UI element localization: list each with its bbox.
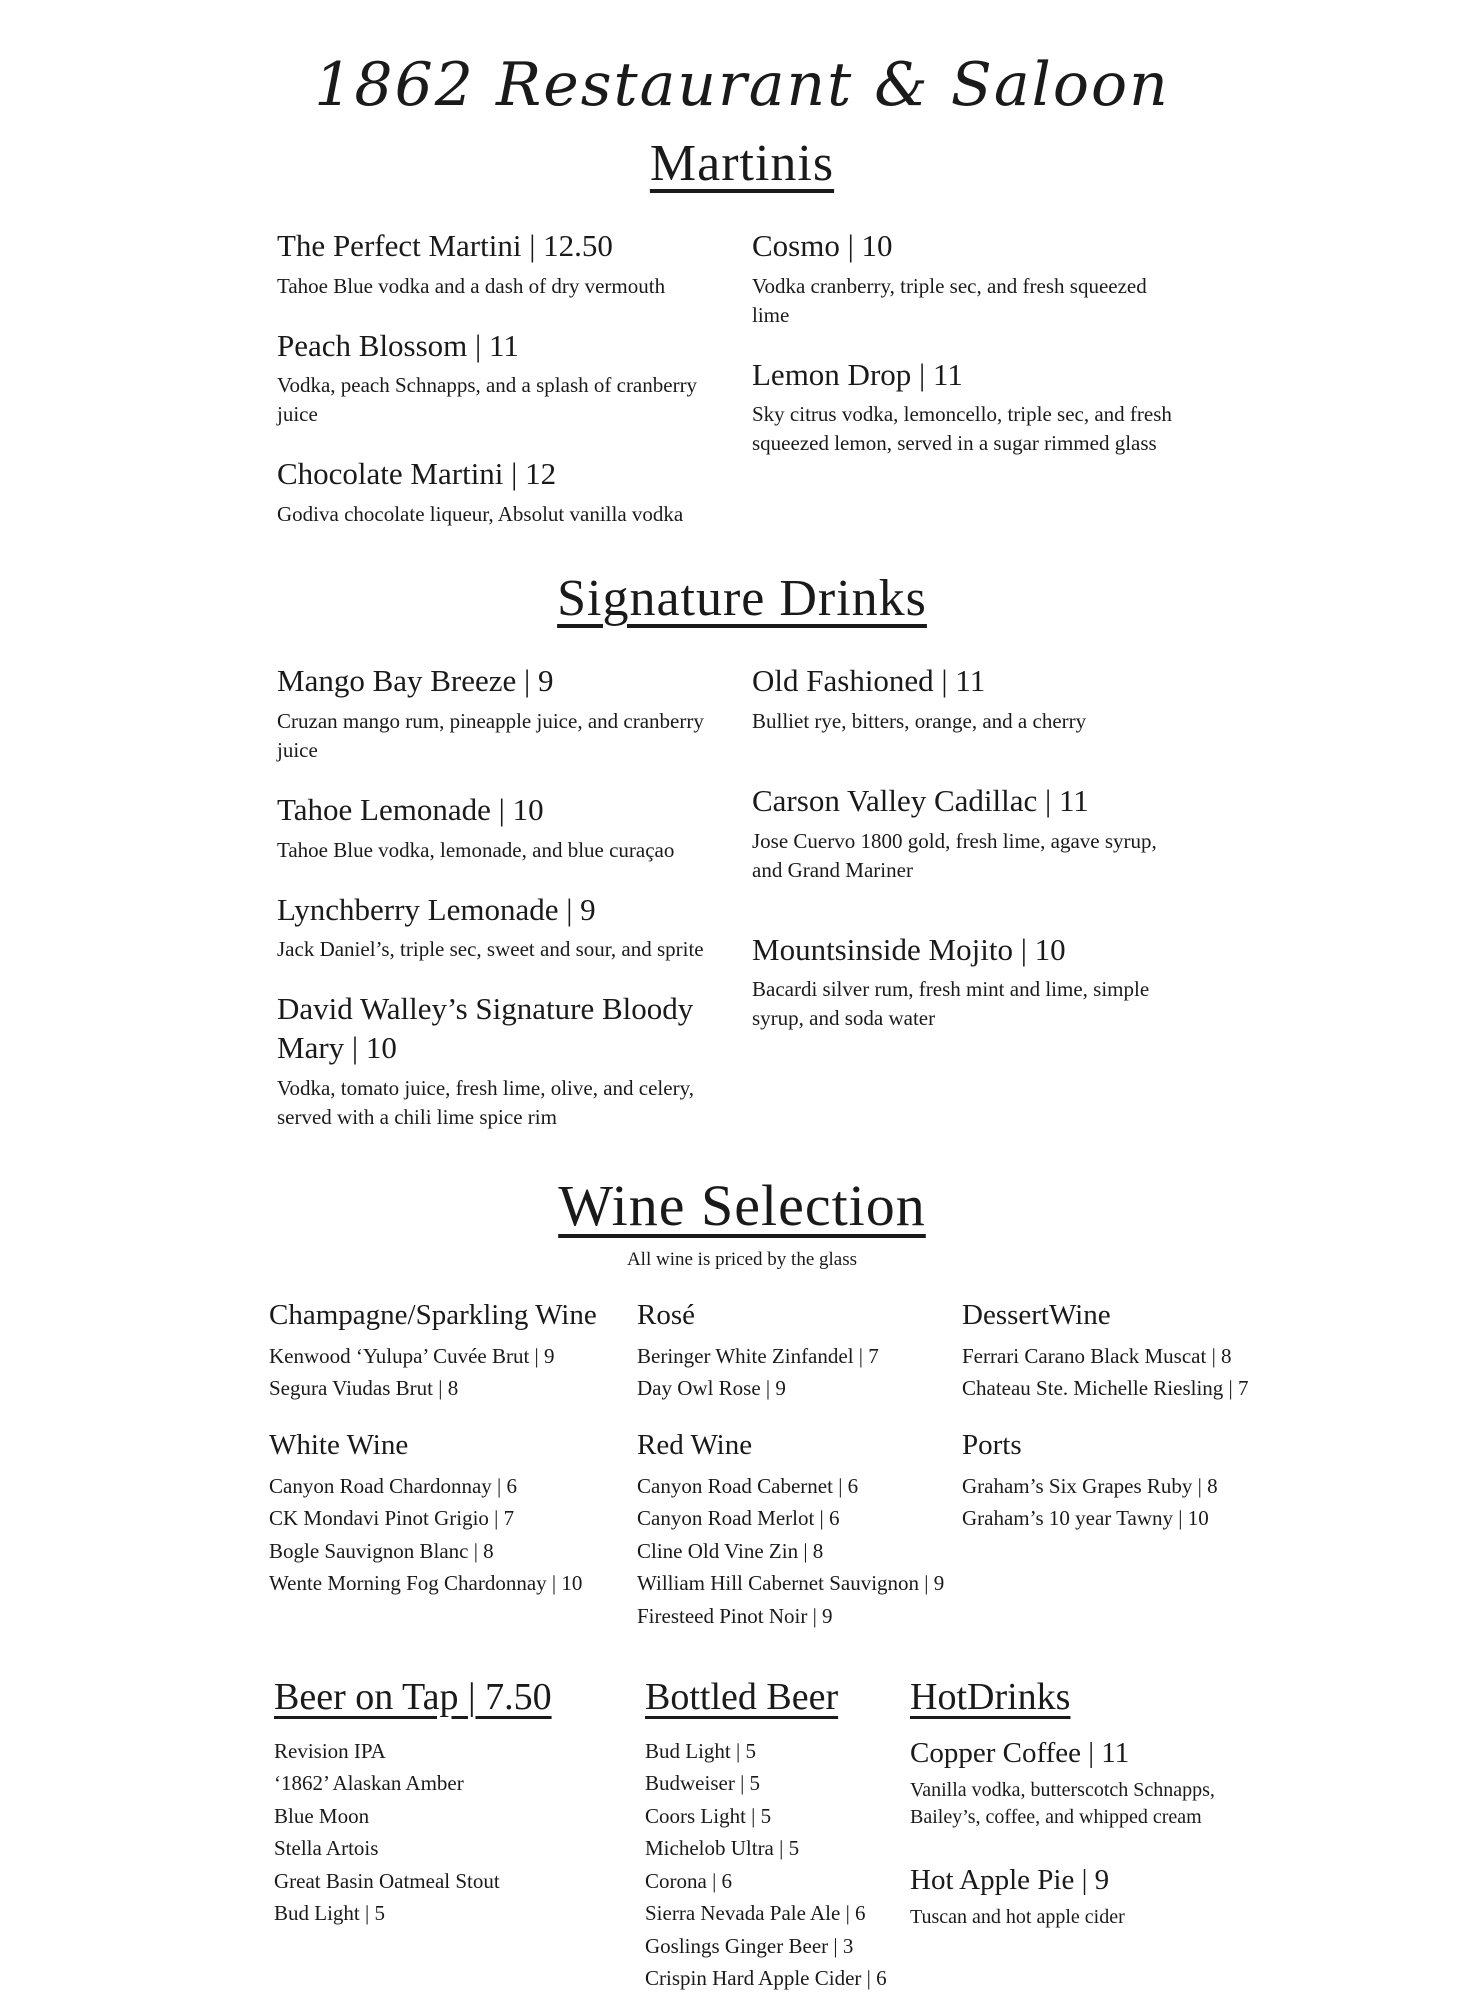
hot-drinks-column (910, 1675, 1324, 1995)
section-heading-wine-selection: Wine Selection (558, 1172, 926, 1238)
drink-item (277, 791, 752, 865)
drink-description: Vodka, tomato juice, fresh lime, olive, and celery, served with a chili lime spice rim (277, 1075, 694, 1129)
menu-line-item: Stella Artois (274, 1836, 379, 1861)
wine-column-dessert-ports (962, 1299, 1354, 1657)
wine-item: Cline Old Vine Zin | 8 (637, 1538, 824, 1563)
drink-item (752, 931, 1374, 1034)
drink-item (910, 1862, 1324, 1932)
drink-item (277, 327, 752, 430)
menu-line-item: Bud Light | 5 (274, 1901, 385, 1926)
drink-name: Mango Bay Breeze | 9 (277, 663, 554, 699)
beer-on-tap-list (274, 1735, 645, 1930)
drink-name: Chocolate Martini | 12 (277, 456, 557, 492)
wine-item: Chateau Ste. Michelle Riesling | 7 (962, 1376, 1249, 1401)
menu-line-item: Bud Light | 5 (645, 1738, 756, 1763)
wine-group (269, 1299, 637, 1405)
signature-left-column (277, 662, 752, 1158)
wine-item: Canyon Road Merlot | 6 (637, 1506, 840, 1531)
wine-item: Canyon Road Chardonnay | 6 (269, 1473, 518, 1498)
menu-line-item: Goslings Ginger Beer | 3 (645, 1933, 854, 1958)
drink-description: Godiva chocolate liqueur, Absolut vanilla vodka (277, 502, 684, 527)
wine-group (962, 1299, 1354, 1405)
menu-line-item: Crispin Hard Apple Cider | 6 (645, 1966, 887, 1991)
wine-group (269, 1429, 637, 1600)
wine-group-title: Red Wine (637, 1428, 753, 1461)
wine-subtitle: All wine is priced by the glass (626, 1248, 858, 1270)
heading-bottled-beer: Bottled Beer (645, 1675, 839, 1718)
beer-and-hot-drinks-section (0, 1675, 1484, 1995)
bottled-beer-column (645, 1675, 910, 1995)
menu-line-item: Blue Moon (274, 1803, 370, 1828)
menu-line-item: Sierra Nevada Pale Ale | 6 (645, 1901, 866, 1926)
wine-group-title: Ports (962, 1428, 1022, 1461)
wine-selection-section (0, 1299, 1484, 1657)
drink-item (910, 1735, 1324, 1832)
signature-right-column (752, 662, 1374, 1158)
menu-line-item: Corona | 6 (645, 1868, 733, 1893)
menu-line-item: Coors Light | 5 (645, 1803, 772, 1828)
menu-line-item: Revision IPA (274, 1738, 386, 1763)
martinis-section (0, 227, 1484, 555)
drink-description: Cruzan mango rum, pineapple juice, and cranberry juice (277, 708, 704, 762)
drink-description: Tahoe Blue vodka, lemonade, and blue curaçao (277, 837, 675, 862)
wine-group-title: Rosé (637, 1298, 695, 1331)
wine-item: CK Mondavi Pinot Grigio | 7 (269, 1506, 515, 1531)
menu-line-item: Michelob Ultra | 5 (645, 1836, 800, 1861)
wine-item: Canyon Road Cabernet | 6 (637, 1473, 859, 1498)
drink-name: Mountsinside Mojito | 10 (752, 931, 1066, 967)
heading-beer-on-tap: Beer on Tap | 7.50 (274, 1675, 552, 1718)
drink-description: Sky citrus vodka, lemoncello, triple sec, and fresh squeezed lemon, served in a sugar rimmed glass (752, 402, 1172, 456)
drink-description: Vanilla vodka, butterscotch Schnapps, Bailey’s, coffee, and whipped cream (910, 1778, 1215, 1829)
drink-name: Tahoe Lemonade | 10 (277, 791, 544, 827)
menu-line-item: ‘1862’ Alaskan Amber (274, 1771, 464, 1796)
wine-group (637, 1429, 962, 1633)
drink-item (277, 227, 752, 301)
wine-column-champagne-white (269, 1299, 637, 1657)
drink-name: David Walley’s Signature Bloody Mary | 10 (277, 991, 694, 1065)
martinis-right-column (752, 227, 1374, 555)
wine-item: Wente Morning Fog Chardonnay | 10 (269, 1571, 583, 1596)
wine-item: Graham’s 10 year Tawny | 10 (962, 1506, 1209, 1531)
signature-drinks-section (0, 662, 1484, 1158)
section-heading-signature-drinks: Signature Drinks (557, 570, 927, 628)
drink-name: The Perfect Martini | 12.50 (277, 228, 613, 263)
wine-group-title: White Wine (269, 1428, 409, 1461)
wine-item: Kenwood ‘Yulupa’ Cuvée Brut | 9 (269, 1343, 555, 1368)
drink-name: Carson Valley Cadillac | 11 (752, 782, 1089, 818)
wine-group (637, 1299, 962, 1405)
wine-item: Graham’s Six Grapes Ruby | 8 (962, 1473, 1218, 1498)
drink-description: Tahoe Blue vodka and a dash of dry vermouth (277, 273, 666, 298)
drink-item (277, 990, 752, 1131)
restaurant-name: 1862 Restaurant & Saloon (314, 50, 1170, 120)
drink-item (277, 891, 752, 965)
drink-item (752, 662, 1374, 736)
beer-on-tap-column (274, 1675, 645, 1995)
martinis-left-column (277, 227, 752, 555)
drink-name: Old Fashioned | 11 (752, 663, 986, 699)
drink-description: Vodka, peach Schnapps, and a splash of cranberry juice (277, 373, 698, 427)
drink-name: Hot Apple Pie | 9 (910, 1863, 1110, 1896)
drink-name: Copper Coffee | 11 (910, 1736, 1130, 1769)
drink-description: Bacardi silver rum, fresh mint and lime, simple syrup, and soda water (752, 977, 1150, 1031)
drink-name: Peach Blossom | 11 (277, 327, 519, 363)
wine-group-title: Champagne/Sparkling Wine (269, 1298, 597, 1331)
wine-item: William Hill Cabernet Sauvignon | 9 (637, 1571, 945, 1596)
drink-description: Vodka cranberry, triple sec, and fresh squeezed lime (752, 273, 1147, 327)
drink-name: Lynchberry Lemonade | 9 (277, 891, 596, 927)
wine-item: Segura Viudas Brut | 8 (269, 1376, 459, 1401)
wine-item: Beringer White Zinfandel | 7 (637, 1343, 879, 1368)
drink-description: Tuscan and hot apple cider (910, 1906, 1125, 1929)
section-heading-martinis: Martinis (649, 135, 835, 192)
drink-name: Lemon Drop | 11 (752, 356, 963, 392)
menu-line-item: Great Basin Oatmeal Stout (274, 1868, 500, 1893)
wine-item: Bogle Sauvignon Blanc | 8 (269, 1538, 494, 1563)
drink-item (752, 782, 1374, 885)
wine-item: Day Owl Rose | 9 (637, 1376, 786, 1401)
wine-item: Firesteed Pinot Noir | 9 (637, 1603, 833, 1628)
bottled-beer-list (645, 1735, 910, 1995)
wine-group-title: DessertWine (962, 1298, 1111, 1331)
drink-item (277, 662, 752, 765)
menu-line-item: Budweiser | 5 (645, 1771, 761, 1796)
heading-hot-drinks: HotDrinks (910, 1675, 1071, 1718)
drink-description: Jose Cuervo 1800 gold, fresh lime, agave syrup, and Grand Mariner (752, 828, 1157, 882)
drink-item (752, 227, 1374, 330)
drink-description: Bulliet rye, bitters, orange, and a cherry (752, 708, 1087, 733)
drink-description: Jack Daniel’s, triple sec, sweet and sour, and sprite (277, 937, 704, 962)
drink-name: Cosmo | 10 (752, 228, 893, 263)
hot-drinks-list (910, 1735, 1324, 1932)
wine-group (962, 1429, 1354, 1535)
wine-column-rose-red (637, 1299, 962, 1657)
drink-item (277, 455, 752, 529)
wine-item: Ferrari Carano Black Muscat | 8 (962, 1343, 1232, 1368)
drink-item (752, 356, 1374, 459)
